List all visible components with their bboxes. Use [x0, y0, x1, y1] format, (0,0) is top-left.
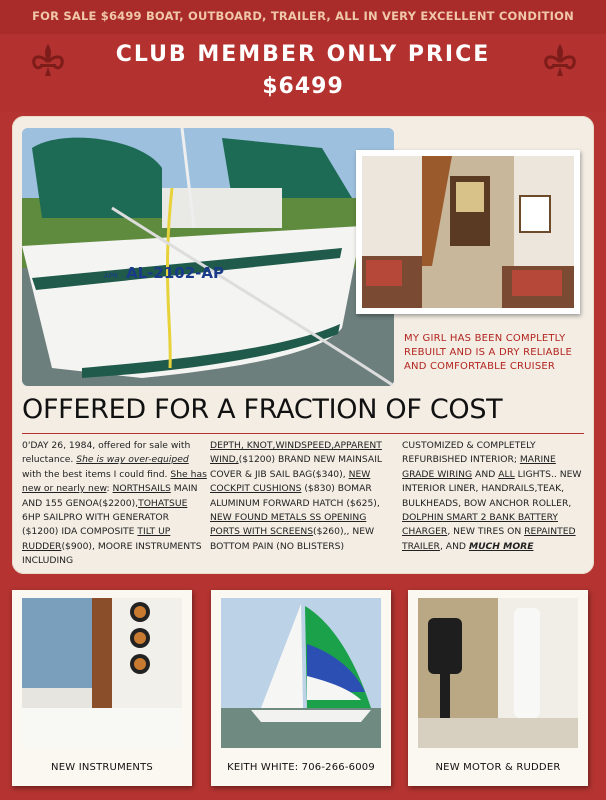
text-run-underlined: She is way over-equiped — [76, 454, 189, 466]
text-run: with the best items I could find. — [22, 468, 171, 480]
sailing-photo — [221, 598, 381, 748]
boat-photo — [22, 128, 394, 386]
description-column-2 — [210, 439, 396, 554]
text-run-underlined: NEW COCKPIT CUSHIONS — [210, 468, 371, 495]
description-column-1 — [22, 439, 208, 569]
text-run: : — [106, 483, 113, 495]
text-run-underlined: TOHATSUE — [138, 497, 188, 509]
text-run: AND — [472, 468, 499, 480]
text-run-underlined: DOLPHIN SMART 2 BANK BATTERY CHARGER — [402, 512, 558, 538]
text-run-underlined: NEW FOUND METALS SS OPENING PORTS WITH SCREENS — [210, 512, 367, 538]
text-run: ($830) BOMAR ALUMINUM FORWARD HATCH ($625), — [210, 483, 380, 509]
text-run: ($1200) BRAND NEW MAINSAIL COVER & JIB SAIL BAG($340), — [210, 454, 383, 480]
text-run: MAIN AND 155 GENOA($2200), — [22, 483, 198, 509]
contact-caption: KEITH WHITE: 706-266-6009 — [227, 762, 375, 773]
registration-number: AL-2102-AP — [126, 264, 224, 282]
photo-caption: NEW INSTRUMENTS — [51, 762, 153, 773]
motor-photo-card — [408, 590, 588, 786]
text-run: ($900), MOORE INSTRUMENTS INCLUDING — [22, 540, 202, 567]
photo-caption: NEW MOTOR & RUDDER — [435, 762, 561, 773]
headline: OFFERED FOR A FRACTION OF COST — [22, 394, 503, 425]
text-run-underlined: MARINE GRADE WIRING — [402, 454, 556, 480]
text-run: , NEW TIRES ON — [447, 526, 525, 538]
instruments-photo-card — [12, 590, 192, 786]
rebuilt-caption: MY GIRL HAS BEEN COMPLETLY REBUILT AND IS A DRY RELIABLE AND COMFORTABLE CRUISER — [404, 333, 573, 372]
text-run: ($260),, NEW BOTTOM PAIN (NO BLISTERS) — [210, 526, 375, 552]
much-more-link: MUCH MORE — [468, 540, 534, 552]
text-run-underlined: TILT UP RUDDER — [22, 526, 171, 552]
cabin-photo — [356, 150, 580, 314]
for-sale-banner: FOR SALE $6499 BOAT, OUTBOARD, TRAILER, ALL IN VERY EXCELLENT CONDITION — [32, 9, 574, 23]
text-run-underlined: DEPTH, KNOT,WINDSPEED,APPARENT WIND, — [210, 440, 382, 466]
text-run-underlined: NORTHSAILS — [112, 483, 171, 495]
contact-photo-card — [211, 590, 391, 786]
page-title: CLUB MEMBER ONLY PRICE — [115, 42, 491, 67]
registration-prefix: APR — [104, 272, 118, 280]
text-run-underlined: REPAINTED TRAILER — [402, 526, 576, 552]
text-run: 0'DAY 26, 1984, offered for sale with reluctance. — [22, 440, 191, 466]
text-run-underlined: She has new or nearly new — [22, 468, 207, 495]
instruments-photo — [22, 598, 182, 748]
top-bar — [0, 0, 606, 35]
description-column-3 — [402, 439, 588, 554]
text-run: , AND — [439, 540, 469, 552]
headline-divider — [22, 433, 584, 434]
motor-photo — [418, 598, 578, 748]
text-run-underlined: ALL — [498, 468, 515, 480]
text-run: CUSTOMIZED & COMPLETELY REFURBISHED INTERIOR; — [402, 440, 536, 466]
price: $6499 — [262, 74, 344, 99]
text-run: LIGHTS.. NEW INTERIOR LINER, HANDRAILS,TEAK, BULKHEADS, BOW ANCHOR ROLLER, — [402, 468, 582, 509]
text-run: 6HP SAILPRO WITH GENERATOR ($1200) IDA COMPOSITE — [22, 512, 170, 538]
